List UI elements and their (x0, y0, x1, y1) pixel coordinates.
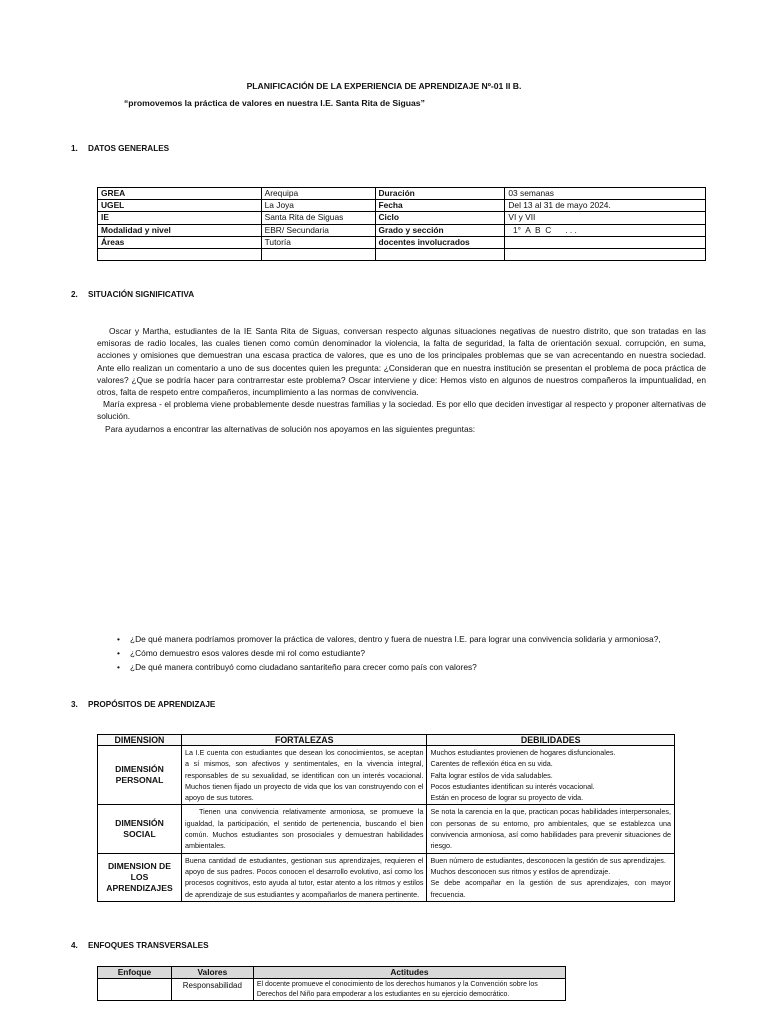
table-row (98, 979, 566, 1001)
value-cell: 03 semanas (505, 188, 706, 200)
table-row (98, 746, 675, 805)
label-cell: UGEL (98, 200, 262, 212)
dimension-cell: DIMENSIÓN PERSONAL (98, 746, 182, 805)
questions-list (117, 633, 706, 676)
debilidad-line: Buen número de estudiantes, desconocen la gestión de sus aprendizajes. (430, 855, 666, 865)
value-cell: La Joya (261, 200, 375, 212)
fortalezas-cell: La I.E cuenta con estudiantes que desean los conocimientos, se aceptan a sí mismos, son afectivos y sentimentales, en la vivencia integral, responsables de su sexualidad, se identifican con un interés vocacional. Muchos tienen fijado un proyecto de vida que los van construyendo con el apoyo de sus tutores. (181, 746, 427, 805)
table-row (98, 853, 675, 901)
debilidad-line: Carentes de reflexión ética en su vida. (430, 759, 553, 769)
column-header: FORTALEZAS (181, 735, 427, 746)
label-cell: Fecha (375, 200, 505, 212)
label-cell: IE (98, 212, 262, 224)
label-cell: Duración (375, 188, 505, 200)
dimension-cell: DIMENSIÓN SOCIAL (98, 805, 182, 853)
table-row (98, 236, 706, 248)
section-number: 3. (71, 700, 78, 709)
table-row (98, 200, 706, 212)
debilidad-line: Están en proceso de lograr su proyecto de vida. (430, 793, 584, 803)
document-subtitle: “promovemos la práctica de valores en nuestra I.E. Santa Rita de Siguas” (124, 98, 425, 108)
section-heading-propositos (71, 700, 215, 709)
empty-cell (98, 248, 262, 260)
debilidad-line: Muchos desconocen sus ritmos y estilos de aprendizaje. (430, 866, 611, 876)
situacion-paragraph-3: Para ayudarnos a encontrar las alternativas de solución nos apoyamos en las siguientes preguntas: (105, 423, 476, 434)
section-number: 1. (71, 144, 78, 153)
label-cell: docentes involucrados (375, 236, 505, 248)
label-cell: Ciclo (375, 212, 505, 224)
value-cell: EBR/ Secundaria (261, 224, 375, 236)
value-cell (505, 236, 706, 248)
section-heading-datos-generales (71, 144, 169, 153)
label-cell: Grado y sección (375, 224, 505, 236)
debilidad-line: Falta lograr estilos de vida saludables. (430, 770, 553, 780)
column-header: DIMENSION (98, 735, 182, 746)
dimension-cell: DIMENSION DE LOS APRENDIZAJES (98, 853, 182, 901)
column-header: DEBILIDADES (427, 735, 675, 746)
table-header-row (98, 735, 675, 746)
question-text: ¿Cómo demuestro esos valores desde mi rol como estudiante? (130, 648, 366, 659)
column-header: Enfoque (98, 967, 172, 979)
debilidades-cell (427, 853, 675, 901)
value-cell: Arequipa (261, 188, 375, 200)
empty-cell (261, 248, 375, 260)
section-number: 4. (71, 941, 78, 950)
debilidad-line: Se nota la carencia en la que, practican pocas habilidades interpersonales, con personas de su entorno, pro ambientales, que se establezca una convivencia armoniosa, así como habilidades para prevenir situaciones de riesgo. (430, 807, 671, 851)
label-cell: GREA (98, 188, 262, 200)
question-text: ¿De qué manera podríamos promover la práctica de valores, dentro y fuera de nuestra I.E. para lograr una convivencia solidaria y armoniosa?, (130, 634, 661, 644)
value-cell: Santa Rita de Siguas (261, 212, 375, 224)
section-title: PROPÓSITOS DE APRENDIZAJE (88, 700, 216, 709)
bullet-icon: • (117, 634, 120, 644)
section-title: DATOS GENERALES (88, 144, 170, 153)
value-cell: 1° A B C . . . (505, 224, 706, 236)
value-cell: Tutoría (261, 236, 375, 248)
value-cell: VI y VII (505, 212, 706, 224)
table-row (98, 805, 675, 853)
label-cell: Modalidad y nivel (98, 224, 262, 236)
list-item (117, 647, 706, 659)
actitud-cell: El docente promueve el conocimiento de los derechos humanos y la Convención sobre los Derechos del Niño para empoderar a los estudiantes en su ejercicio democrático. (253, 979, 565, 1001)
empty-cell (505, 248, 706, 260)
table-row (98, 248, 706, 260)
situacion-text (97, 325, 706, 435)
column-header: Actitudes (253, 967, 565, 979)
enfoques-table (97, 966, 566, 1001)
situacion-paragraph-1: Oscar y Martha, estudiantes de la IE Santa Rita de Siguas, conversan respecto algunas situaciones negativas de nuestro distrito, que son tratadas en las emisoras de radio locales, las cuales tienen como común denominador la violencia, la falta de seguridad, la falta de orientación sexual. corrupción, en suma, acciones y omisiones que demuestran una escasa practica de valores, que es uno de los principales problemas que se van acrecentando en nuestra sociedad. Ante ello realizan un comentario a uno de sus docentes quien les pregunta: ¿Consideran que en nuestra institución se presentan el problema de poca práctica de valores? ¿Que se podría hacer para contrarrestar este problema? Oscar interviene y dice: Hemos visto en algunos de nuestros compañeros la impuntualidad, en otros, falta de respeto entre compañeros, incumplimiento a las normas de convivencia. (97, 326, 706, 398)
question-text: ¿De qué manera contribuyó como ciudadano santariteño para crecer como país con valores? (130, 662, 477, 673)
list-item (117, 661, 706, 673)
fortalezas-cell: Tienen una convivencia relativamente armoniosa, se promueve la igualdad, la participación, el sentido de pertenencia, buscando el bien común. Muchos estudiantes son prosociales y demuestran habilidades ambientales. (181, 805, 427, 853)
section-title: ENFOQUES TRANSVERSALES (88, 941, 209, 950)
valor-cell: Responsabilidad (171, 979, 253, 1001)
label-cell: Áreas (98, 236, 262, 248)
section-title: SITUACIÓN SIGNIFICATIVA (88, 290, 195, 299)
debilidad-line: Muchos estudiantes provienen de hogares disfuncionales. (430, 748, 616, 757)
propositos-table (97, 734, 675, 902)
table-row (98, 212, 706, 224)
value-cell: Del 13 al 31 de mayo 2024. (505, 200, 706, 212)
column-header: Valores (171, 967, 253, 979)
list-item (117, 633, 706, 645)
table-header-row (98, 967, 566, 979)
debilidad-line: Se debe acompañar en la gestión de sus aprendizajes, con mayor frecuencia. (430, 878, 671, 899)
bullet-icon: • (117, 662, 120, 673)
section-heading-enfoques (71, 941, 209, 950)
section-heading-situacion (71, 290, 194, 299)
table-row (98, 188, 706, 200)
debilidades-cell (427, 746, 675, 805)
debilidad-line: Pocos estudiantes identifican su interés vocacional. (430, 781, 595, 791)
empty-cell (375, 248, 505, 260)
table-row (98, 224, 706, 236)
bullet-icon: • (117, 648, 120, 659)
datos-generales-table (97, 187, 706, 261)
debilidades-cell (427, 805, 675, 853)
fortalezas-cell: Buena cantidad de estudiantes, gestionan sus aprendizajes, requieren el apoyo de sus padres. Pocos conocen el desarrollo evolutivo, así como los procesos cognitivos, esto ayuda al tutor, estar atento a los ritmos y estilos de aprendizaje de sus estudiantes y acompañarlos de manera pertinente. (181, 853, 427, 901)
document-title: PLANIFICACIÓN DE LA EXPERIENCIA DE APRENDIZAJE Nº-01 II B. (246, 81, 522, 91)
enfoque-cell (98, 979, 172, 1001)
situacion-paragraph-2: María expresa - el problema viene probablemente desde nuestras familias y la sociedad. Es por ello que deciden investigar al respecto y proponer alternativas de solución. (97, 399, 706, 422)
section-number: 2. (71, 290, 78, 299)
